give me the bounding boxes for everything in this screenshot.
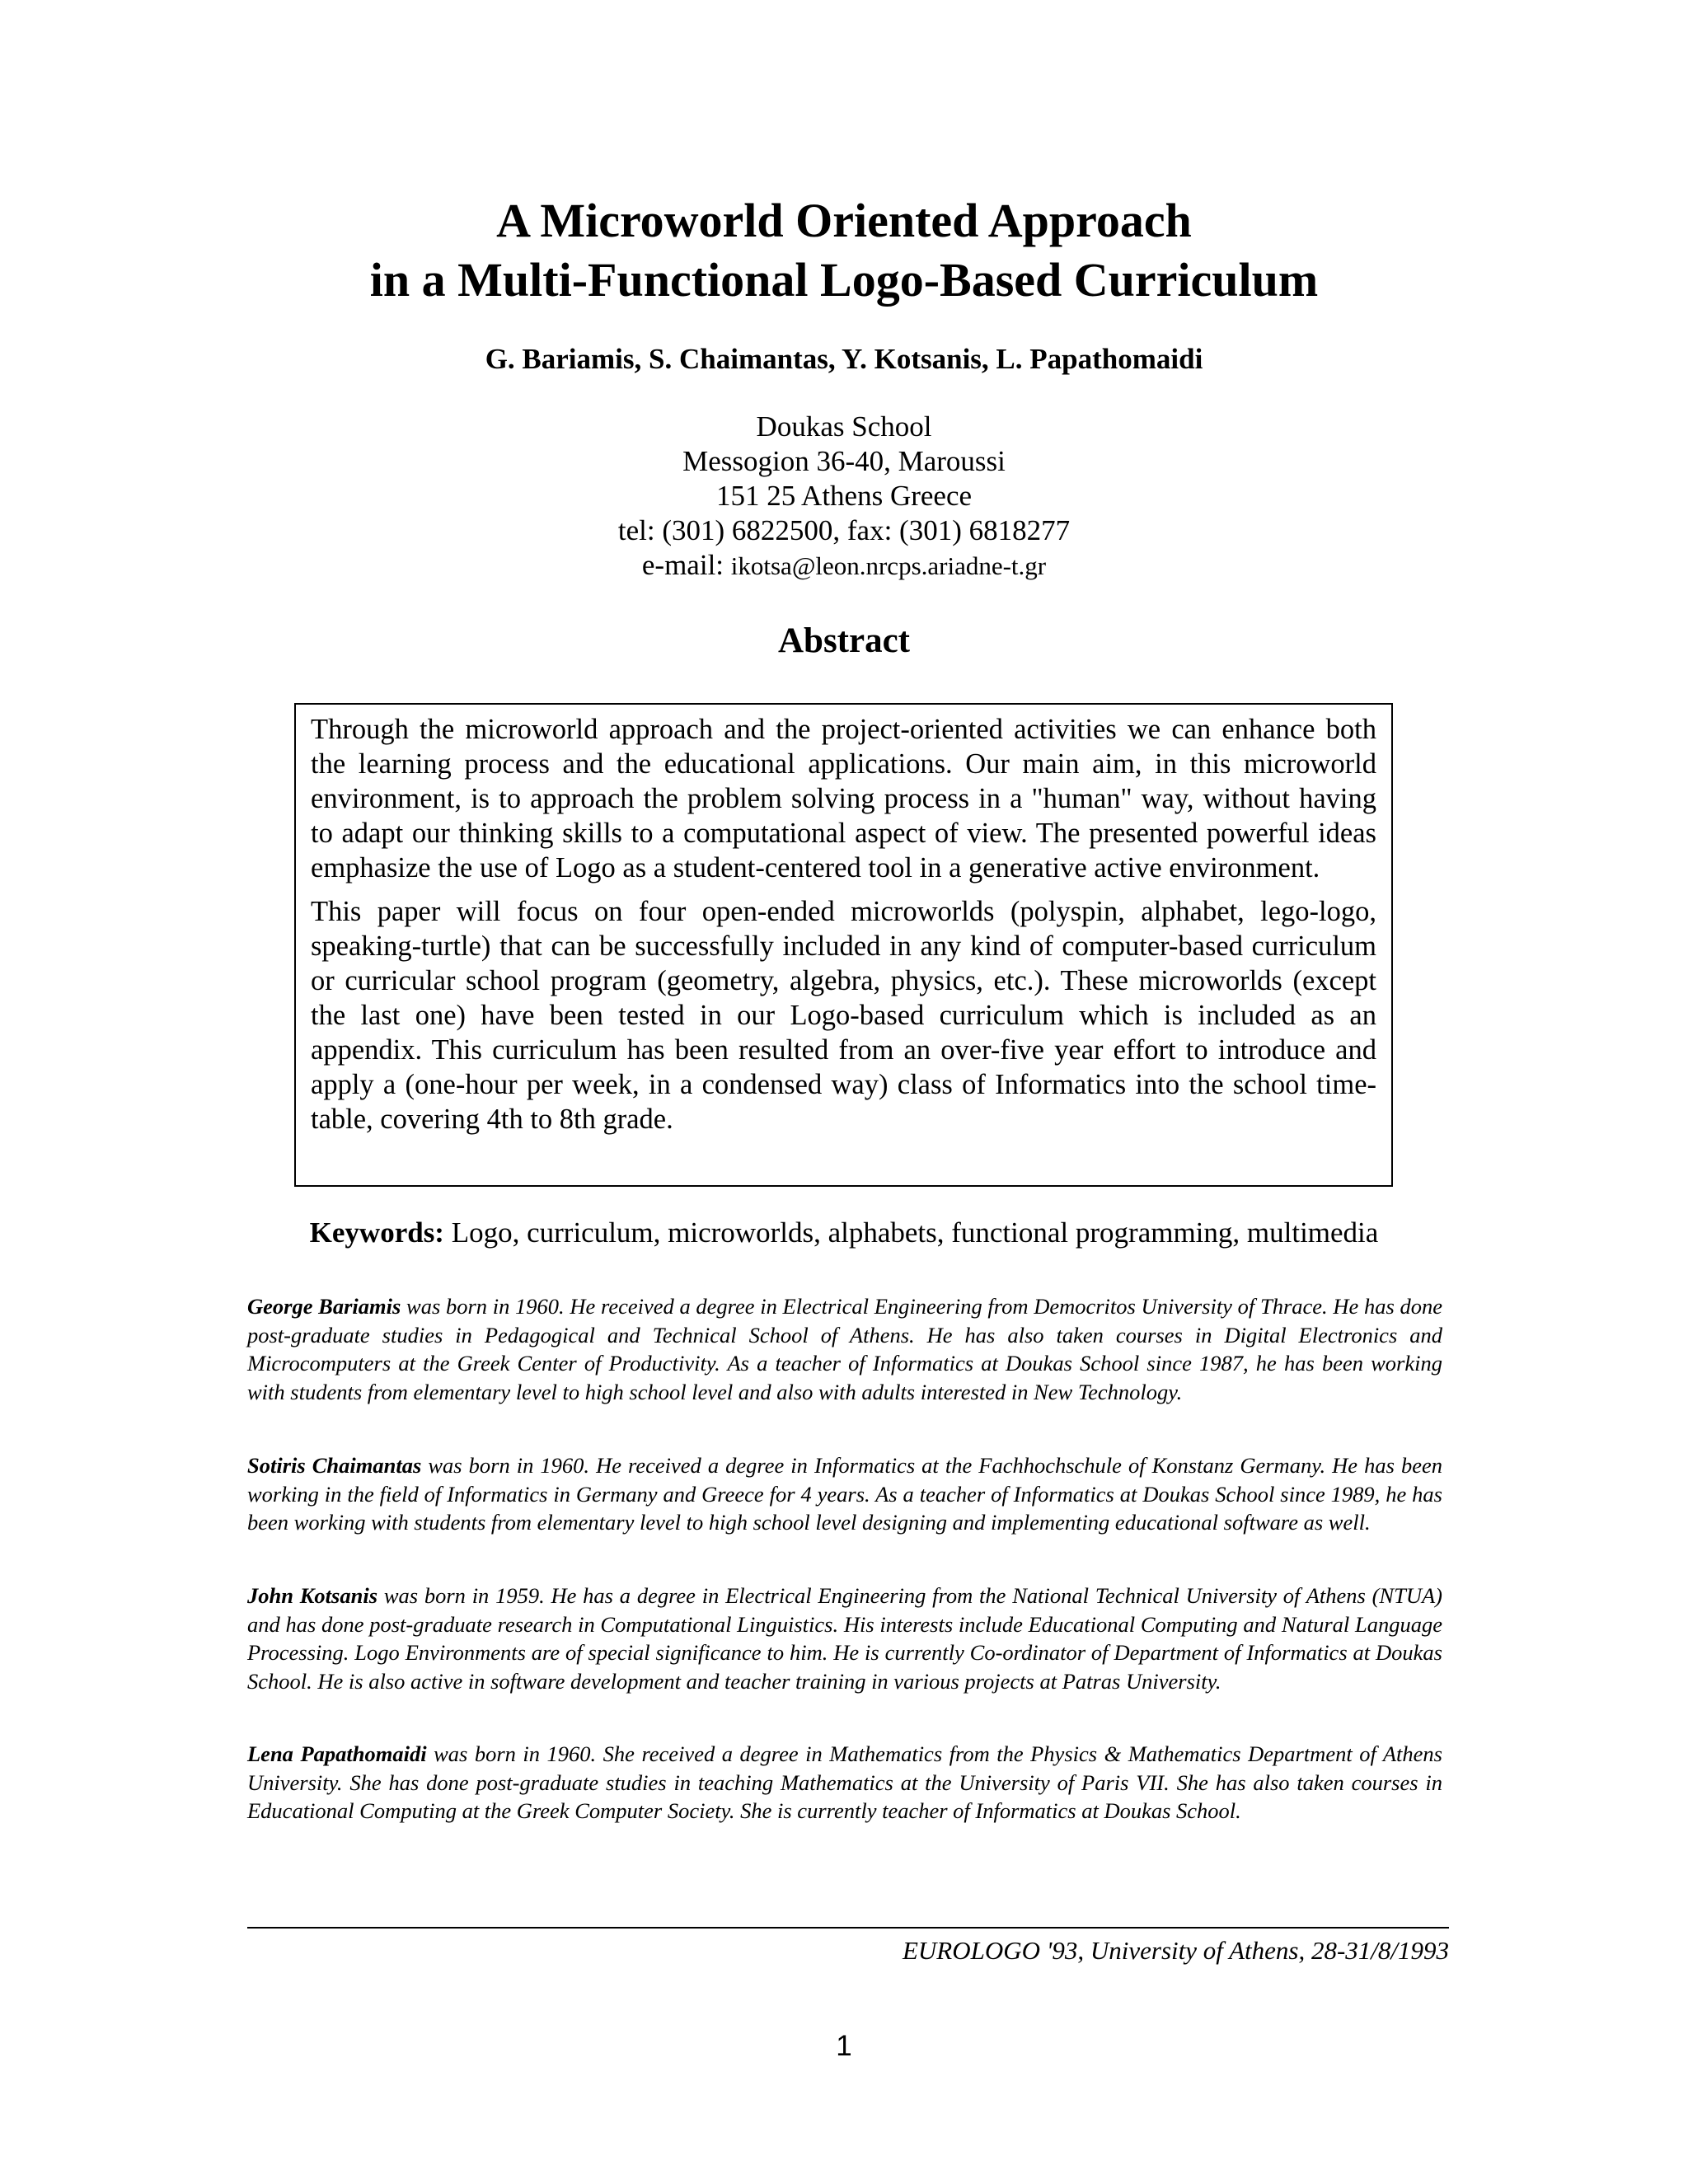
bio-name: John Kotsanis [247, 1583, 378, 1608]
email-address: ikotsa@leon.nrcps.ariadne-t.gr [730, 551, 1047, 580]
page-number: 1 [836, 2030, 852, 2062]
keywords-list: Logo, curriculum, microworlds, alphabets, functional programming, multimedia [443, 1216, 1379, 1249]
paper-title [0, 191, 1688, 310]
keywords-line [0, 1216, 1688, 1250]
author-bio-chaimantas [247, 1451, 1442, 1537]
street-address: Messogion 36-40, Maroussi [682, 445, 1006, 477]
bio-name: Lena Papathomaidi [247, 1741, 427, 1766]
email-label: e-mail: [641, 549, 731, 581]
bio-text: was born in 1960. He received a degree in Electrical Engineering from Democritos University of Thrace. He has done post-graduate studies in Pedagogical and Technical School of Athens. He has also taken courses in Digital Electronics and Microcomputers at the Greek Center of Productivity. As a teacher of Informatics at Doukas School since 1987, he has been working with students from elementary level to high school level and also with adults interested in New Technology. [247, 1294, 1442, 1404]
bio-text: was born in 1960. She received a degree in Mathematics from the Physics & Mathematics Department of Athens University. She has done post-graduate studies in teaching Mathematics at the University of Paris VII. She has also taken courses in Educational Computing at the Greek Computer Society. She is currently teacher of Informatics at Doukas School. [247, 1741, 1442, 1823]
footer-venue: EUROLOGO '93, University of Athens, 28-31/8/1993 [902, 1936, 1449, 1965]
abstract-paragraph-1: Through the microworld approach and the project-oriented activities we can enhance both the learning process and the educational applications. Our main aim, in this microworld environment, is to approach the problem solving process in a "human" way, without having to adapt our thinking skills to a computational aspect of view. The presented powerful ideas emphasize the use of Logo as a student-centered tool in a generative active environment. [311, 714, 1376, 883]
institution-name: Doukas School [756, 410, 932, 443]
bio-text: was born in 1960. He received a degree in Informatics at the Fachhochschule of Konstanz Germany. He has been working in the field of Informatics in Germany and Greece for 4 years. As a teacher of Informatics at Doukas School since 1989, he has been working with students from elementary level to high school level designing and implementing educational software as well. [247, 1453, 1442, 1535]
bio-text: was born in 1959. He has a degree in Electrical Engineering from the National Technical University of Athens (NTUA) and has done post-graduate research in Computational Linguistics. His interests include Educational Computing and Natural Language Processing. Logo Environments are of special significance to him. He is currently Co-ordinator of Department of Informatics at Doukas School. He is also active in software development and teacher training in various projects at Patras University. [247, 1583, 1442, 1694]
abstract-box [294, 703, 1393, 1187]
bio-name: Sotiris Chaimantas [247, 1453, 422, 1478]
title-line-2: in a Multi-Functional Logo-Based Curriculum [369, 253, 1319, 307]
author-bio-bariamis [247, 1292, 1442, 1406]
phone-fax-line: tel: (301) 6822500, fax: (301) 6818277 [617, 514, 1071, 546]
title-line-1: A Microworld Oriented Approach [496, 194, 1192, 247]
email-line [0, 548, 1688, 583]
author-bio-papathomaidi [247, 1740, 1442, 1825]
author-bio-kotsanis [247, 1582, 1442, 1695]
affiliation-block [0, 410, 1688, 583]
bio-name: George Bariamis [247, 1294, 401, 1319]
abstract-heading: Abstract [777, 621, 910, 660]
keywords-label: Keywords: [309, 1216, 444, 1249]
city-line: 151 25 Athens Greece [715, 480, 973, 512]
author-list: G. Bariamis, S. Chaimantas, Y. Kotsanis, L. Papathomaidi [485, 343, 1203, 375]
abstract-paragraph-2: This paper will focus on four open-ended microworlds (polyspin, alphabet, lego-logo, speaking-turtle) that can be successfully included in any kind of computer-based curriculum or curricular school program (geometry, algebra, physics, etc.). These microworlds (except the last one) have been tested in our Logo-based curriculum which is included as an appendix. This curriculum has been resulted from an over-five year effort to introduce and apply a (one-hour per week, in a condensed way) class of Informatics into the school time-table, covering 4th to 8th grade. [311, 896, 1376, 1135]
footer-divider [247, 1927, 1449, 1929]
